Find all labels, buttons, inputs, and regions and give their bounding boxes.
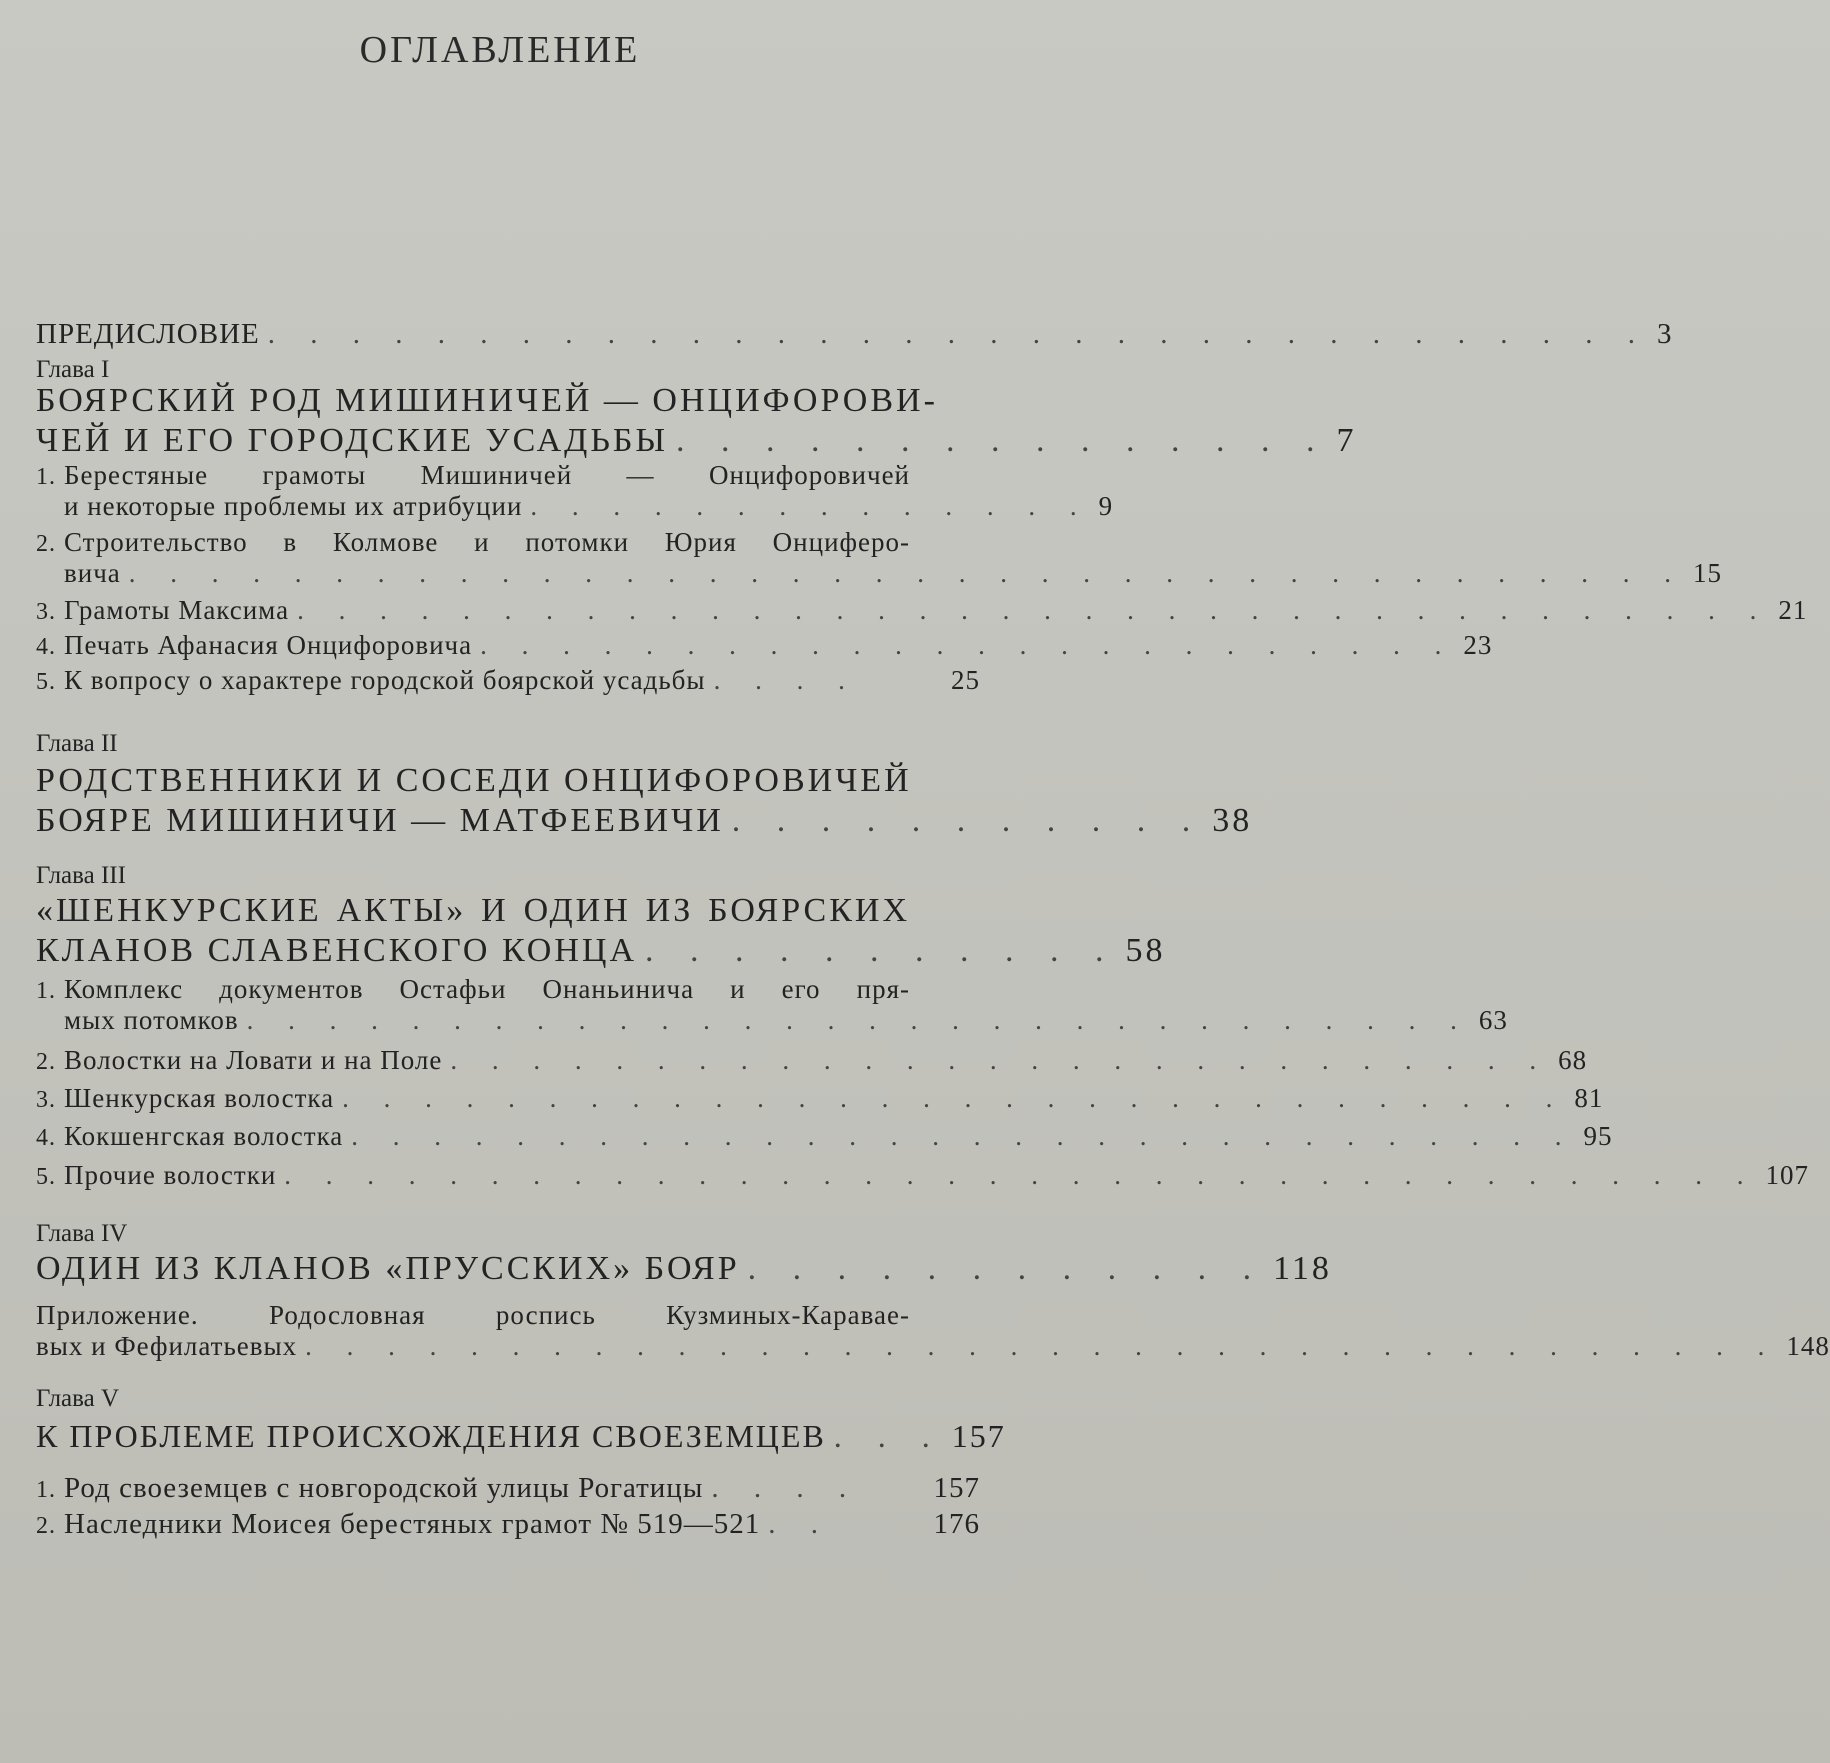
page-number: 58	[1125, 932, 1166, 969]
chapter-label: Глава III	[36, 862, 126, 889]
toc-section-5-2[interactable]	[36, 1508, 980, 1541]
section-title: Наследники Моисея берестяных грамот № 519—521	[64, 1508, 761, 1540]
toc-entry-chapter-2[interactable]	[36, 762, 1253, 840]
page-number: 25	[951, 665, 980, 695]
leader-dots: . . . . . . . . . . . . . . . . . . . . . . . .	[480, 630, 1456, 660]
leader-dots: . .	[768, 1508, 832, 1540]
toc-section-3-3[interactable]	[36, 1083, 1604, 1114]
leader-dots: . . . . . . . . . . . . . . . . . . . . . . . . . . .	[450, 1045, 1551, 1075]
leader-dots: . . . . . . . . . . . . . . . . . . . . . . . . . . . . . . . . .	[267, 318, 1649, 350]
section-number: 2.	[36, 531, 56, 557]
section-title: К вопросу о характере городской боярской усадьбы	[64, 665, 706, 695]
page-title: ОГЛАВЛЕНИЕ	[359, 29, 641, 71]
leader-dots: . . . . . . . . . . . . . . . . . . . . . . . . . . . . . . . . . . . . . .	[128, 558, 1686, 588]
section-number: 5.	[36, 1164, 56, 1190]
page-number: 157	[933, 1472, 980, 1504]
toc-entry-preface[interactable]	[36, 318, 1673, 351]
page-number: 176	[933, 1508, 980, 1540]
leader-dots: . . . . . . . . . . . . . . . . . . . . . . . . . . . . . .	[351, 1121, 1576, 1151]
page-number: 38	[1212, 802, 1253, 839]
appendix-title-line1: Приложение. Родословная роспись Кузминых-Каравае-	[36, 1300, 910, 1330]
section-number: 1.	[36, 978, 56, 1004]
section-title: Печать Афанасия Онцифоровича	[64, 630, 473, 660]
chapter-heading-line1: БОЯРСКИЙ РОД МИШИНИЧЕЙ — ОНЦИФОРОВИ-	[36, 382, 938, 419]
toc-section-5-1[interactable]	[36, 1472, 980, 1505]
page-number: 157	[951, 1418, 1006, 1454]
page-number: 3	[1657, 318, 1673, 350]
leader-dots: . . . .	[713, 665, 859, 695]
chapter-heading-line1: РОДСТВЕННИКИ И СОСЕДИ ОНЦИФОРОВИЧЕЙ	[36, 762, 912, 799]
page-number: 23	[1463, 630, 1493, 660]
page-number: 63	[1478, 1005, 1508, 1035]
section-number: 2.	[36, 1049, 56, 1075]
chapter-label: Глава II	[36, 730, 118, 757]
toc-entry-appendix[interactable]	[36, 1300, 1830, 1362]
chapter-heading-line1: «ШЕНКУРСКИЕ АКТЫ» И ОДИН ИЗ БОЯРСКИХ	[36, 892, 910, 929]
toc-entry-chapter-5[interactable]	[36, 1418, 1006, 1455]
page-number: 118	[1273, 1250, 1332, 1287]
section-title: Кокшенгская волостка	[64, 1121, 344, 1151]
section-title-line2: и некоторые проблемы их атрибуции	[64, 491, 523, 521]
section-title: Волостки на Ловати и на Поле	[64, 1045, 443, 1075]
leader-dots: . . .	[833, 1418, 944, 1454]
section-number: 4.	[36, 1125, 56, 1151]
leader-dots: . . . . . . . . . . .	[645, 932, 1118, 969]
page-number: 21	[1778, 595, 1808, 625]
chapter-heading-line1: ОДИН ИЗ КЛАНОВ «ПРУССКИХ» БОЯР	[36, 1250, 740, 1287]
section-number: 4.	[36, 634, 56, 660]
page-number: 9	[1098, 491, 1114, 521]
section-title: Прочие волостки	[64, 1160, 277, 1190]
page-number: 95	[1583, 1121, 1613, 1151]
leader-dots: . . . . . . . . . . .	[731, 802, 1205, 839]
chapter-heading-line2: ЧЕЙ И ЕГО ГОРОДСКИЕ УСАДЬБЫ	[36, 422, 669, 459]
toc-section-3-5[interactable]	[36, 1160, 1810, 1191]
chapter-label: Глава V	[36, 1385, 120, 1412]
chapter-heading-line2: БОЯРЕ МИШИНИЧИ — МАТФЕЕВИЧИ	[36, 802, 724, 839]
leader-dots: . . . . . . . . . . . . . . . . . . . . . . . . . . . . . .	[246, 1005, 1471, 1035]
toc-entry-chapter-3[interactable]	[36, 892, 1166, 970]
chapter-heading-line2: КЛАНОВ СЛАВЕНСКОГО КОНЦА	[36, 932, 637, 969]
leader-dots: . . . . . . . . . . . . . . . . . . . . . . . . . . . . . . . . . . . .	[297, 595, 1771, 625]
page-number: 68	[1558, 1045, 1588, 1075]
page-number: 7	[1336, 422, 1357, 459]
section-number: 2.	[36, 1513, 56, 1539]
entry-title: ПРЕДИСЛОВИЕ	[36, 318, 260, 350]
section-title: Род своеземцев с новгородской улицы Рогатицы	[64, 1472, 704, 1504]
chapter-label: Глава I	[36, 356, 110, 383]
section-number: 3.	[36, 599, 56, 625]
toc-section-1-5[interactable]	[36, 665, 980, 696]
section-title-line1: Строительство в Колмове и потомки Юрия Онциферо-	[64, 527, 910, 557]
toc-section-3-4[interactable]	[36, 1121, 1613, 1152]
toc-section-3-2[interactable]	[36, 1045, 1588, 1076]
section-title: Грамоты Максима	[64, 595, 290, 625]
toc-entry-chapter-4[interactable]	[36, 1250, 1332, 1288]
page-number: 148	[1786, 1331, 1830, 1361]
section-title-line1: Берестяные грамоты Мишиничей — Онцифоровичей	[64, 460, 910, 490]
toc-section-3-1[interactable]	[36, 974, 1508, 1036]
toc-section-1-2[interactable]	[36, 527, 1723, 589]
chapter-label: Глава IV	[36, 1220, 128, 1247]
leader-dots: . . . .	[711, 1472, 861, 1504]
appendix-title-line2: вых и Фефилатьевых	[36, 1331, 298, 1361]
chapter-heading-line1: К ПРОБЛЕМЕ ПРОИСХОЖДЕНИЯ СВОЕЗЕМЦЕВ	[36, 1418, 826, 1454]
leader-dots: . . . . . . . . . . . . . . . . . . . . . . . . . . . . . . . . . . . .	[284, 1160, 1758, 1190]
section-title-line2: вича	[64, 558, 121, 588]
page-number: 107	[1765, 1160, 1810, 1190]
section-number: 3.	[36, 1087, 56, 1113]
leader-dots: . . . . . . . . . . . . . . .	[676, 422, 1329, 459]
leader-dots: . . . . . . . . . . . . . . . . . . . . . . . . . . . . . . . . . . . .	[305, 1331, 1779, 1361]
section-number: 1.	[36, 1477, 56, 1503]
section-title-line1: Комплекс документов Остафьи Онаньинича и его пря-	[64, 974, 910, 1004]
page-number: 15	[1693, 558, 1723, 588]
toc-section-1-4[interactable]	[36, 630, 1493, 661]
toc-section-1-3[interactable]	[36, 595, 1808, 626]
leader-dots: . . . . . . . . . . . . . .	[530, 491, 1091, 521]
page-number: 81	[1574, 1083, 1604, 1113]
section-title: Шенкурская волостка	[64, 1083, 335, 1113]
toc-entry-chapter-1[interactable]	[36, 382, 1357, 460]
leader-dots: . . . . . . . . . . . .	[747, 1250, 1266, 1287]
section-title-line2: мых потомков	[64, 1005, 239, 1035]
section-number: 5.	[36, 669, 56, 695]
leader-dots: . . . . . . . . . . . . . . . . . . . . . . . . . . . . . .	[342, 1083, 1567, 1113]
section-number: 1.	[36, 464, 56, 490]
toc-section-1-1[interactable]	[36, 460, 1114, 522]
